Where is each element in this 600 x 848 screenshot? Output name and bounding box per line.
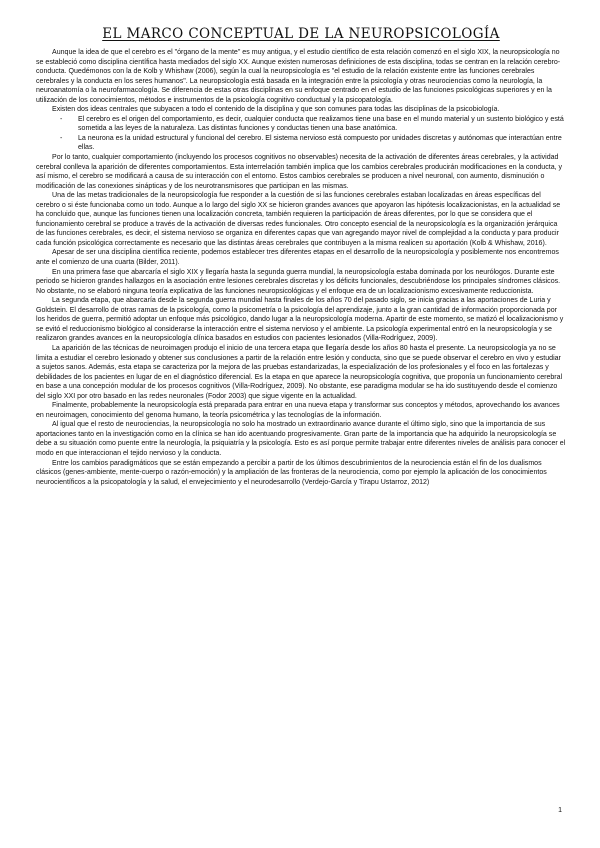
paragraph: Al igual que el resto de neurociencias, la neuropsicología no solo ha mostrado un extraordinario avance durante el último siglo, sino que la importancia de sus aportaciones tanto en la investigación como en la clínica se han ido acentuando progresivamente. Gran parte de la importancia que ha adquirido la neuropsicología se debe a su situación como puente entre la neurología, la psiquiatría y la psicología. Esto es así porque permite trabajar entre diferentes niveles de análisis para conocer el modo en que interaccionan el tejido nervioso y la conducta. (36, 421, 566, 457)
paragraph: Aunque la idea de que el cerebro es el "órgano de la mente" es muy antigua, y el estudio científico de esta relación comenzó en el siglo XIX, la neuropsicología no se estableció como disciplina científica hasta mediados del siglo XX. Aunque existen numerosas definiciones de esta disciplina, todas se centran en la relación cerebro-conducta. Quedémonos con la de Kolb y Whishaw (2006), según la cual la neuropsicología es "el estudio de la relación existente entre las funciones cerebrales cerebrales y la conducta en los seres humanos". La neuropsicología está basada en la integración entre la psicología y otras neurociencias como la neurología, la neuroanatomía o la neurofarmacología. Se diferencia de estas otras disciplinas en su enfoque centrado en el estudio de las funciones psicológicas superiores y en la utilización de los conocimientos, métodos e instrumentos de la psicología cognitivo conductual y la psicopatología. (36, 49, 561, 104)
paragraph: Existen dos ideas centrales que subyacen a todo el contenido de la disciplina y que son comunes para todas las disciplinas de la psicobiología. (52, 106, 500, 114)
bullet-list (36, 115, 566, 153)
document-page (36, 26, 566, 826)
document-body (36, 48, 566, 487)
paragraph: Entre los cambios paradigmáticos que se están empezando a percibir a partir de los últimos descubrimientos de la neurociencia están el fin de los dualismos clásicos (genes-ambiente, mente-cuerpo o razón-emoción) y la ampliación de las fronteras de la neurociencia, como por ejemplo la aplicación de los conocimientos neurocientíficos a la psicopatología y la salud, el envejecimiento y el neurodesarrollo (Verdejo-García y Tirapu Ustarroz, 2012) (36, 459, 547, 486)
bullet-item: - El cerebro es el origen del comportamiento, es decir, cualquier conducta que realizamos tiene una base en el mundo material y un sustento biológico y está sometida a las leyes de la naturaleza. Las distintas funciones y conductas tienen una base anatómica. (78, 115, 566, 134)
paragraph: La segunda etapa, que abarcaría desde la segunda guerra mundial hasta finales de los años 70 del pasado siglo, se inicia gracias a las aportaciones de Luria y Goldstein. El desarrollo de otras ramas de la psicología, como la psicometría o la psicología del aprendizaje, junto a la gran cantidad de información proporcionada por los heridos de guerra, permitió adoptar un enfoque más psicológico, dando lugar a la neuropsicología moderna. Apartir de este momento, se matizó el localizacionismo y se evitó el reduccionismo biológico al considerarse la interacción entre el sistema nervioso y el ambiente. La psicología experimental entró en la neuropsicología y se realizaron grandes avances en la neuropsicología clínica basados en estudios con pacientes lesionados (Villa-Rodríguez, 2009). (36, 297, 564, 343)
paragraph: Por lo tanto, cualquier comportamiento (incluyendo los procesos cognitivos no observables) necesita de la activación de diferentes áreas cerebrales, y la actividad cerebral conlleva la aparición de diferentes comportamientos. Esta interrelación también implica que los cambios cerebrales producirán modificaciones en la conducta, y así mismo, el cerebro se modificará a causa de su interacción con el entorno. Estos cambios cerebrales se producen a nivel neuronal, con aumento, disminución o modificación de las conexiones sinápticas y de los neurotransmisores que participan en las mismas. (36, 154, 563, 190)
paragraph: Apesar de ser una disciplina científica reciente, podemos establecer tres diferentes etapas en el desarrollo de la neuropsicología y posiblemente nos encontremos ante el comienzo de una cuarta (Bilder, 2011). (36, 249, 559, 267)
bullet-item: - La neurona es la unidad estructural y funcional del cerebro. El sistema nervioso está compuesto por unidades discretas y autónomas que interactúan entre ellas. (78, 134, 566, 153)
page-number: 1 (558, 807, 562, 814)
paragraph: La aparición de las técnicas de neuroimagen produjo el inicio de una tercera etapa que llegaría desde los años 80 hasta el presente. La neuropsicología ya no se limita a estudiar el cerebro lesionado y obtener sus conclusiones a partir de la relación entre lesión y conducta, sino que se puede observar el cerebro en vivo y estudiar a sujetos sanos. Además, esta etapa se caracteriza por la mejora de las pruebas estandarizadas, la especialización de los profesionales y el foco en las fortalezas y debilidades de los pacientes en lugar de en el diagnóstico diferencial. Es la etapa en que aparece la neuropsicología cognitiva, que proponía un funcionamiento cerebral en base a una concepción modular de los procesos cognitivos (Villa-Rodríguez, 2009). No obstante, ese paradigma modular se ha ido sustituyendo desde el comienzo del siglo XXI por otro basado en las redes neuronales (Fodor 2003) que sigue vigente en la actualidad. (36, 344, 563, 400)
paragraph: Finalmente, probablemente la neuropsicología está preparada para entrar en una nueva etapa y transformar sus conceptos y métodos, aprovechando los avances en neuroimagen, conocimiento del genoma humano, la teoría psicométrica y las tecnologías de la información. (36, 402, 560, 419)
paragraph: En una primera fase que abarcaría el siglo XIX y llegaría hasta la segunda guerra mundial, la neuropsicología estaba dominada por los neurólogos. Durante este periodo se hicieron grandes hallazgos en la asociación entre lesiones cerebrales discretas y los déficits funcionales, descubriéndose los principales síndromes clásicos. No obstante, no se elaboró ninguna teoría explicativa de las funciones neuropsicológicas y el enfoque era de un localizacionismo excesivamente reduccionista. (36, 268, 561, 295)
paragraph: Una de las metas tradicionales de la neuropsicología fue responder a la cuestión de si las funciones cerebrales estaban localizadas en áreas específicas del cerebro o si éste funcionaba como un todo. Aunque a lo largo del siglo XX se hicieron grandes avances que apoyaron las hipótesis localizacionistas, en la actualidad se ha concluido que, aunque las funciones tienen una localización concreta, también requieren la participación de áreas diferentes, por lo que se considera que el funcionamiento cerebral se produce a través de la activación de diversas redes funcionales. Otro concepto esencial de la neuropsicología es la organización jerárquica de las funciones cerebrales, es decir, el sistema nervioso se organiza en diferentes capas que van agregando mayor nivel de complejidad a la conducta y para producir cada función psicológica correctamente es necesario que las distintas áreas cerebrales que contribuyen a la misma realicen su aportación (Kolb & Whishaw, 2016). (36, 192, 561, 247)
page-title: EL MARCO CONCEPTUAL DE LA NEUROPSICOLOGÍA (102, 26, 500, 42)
